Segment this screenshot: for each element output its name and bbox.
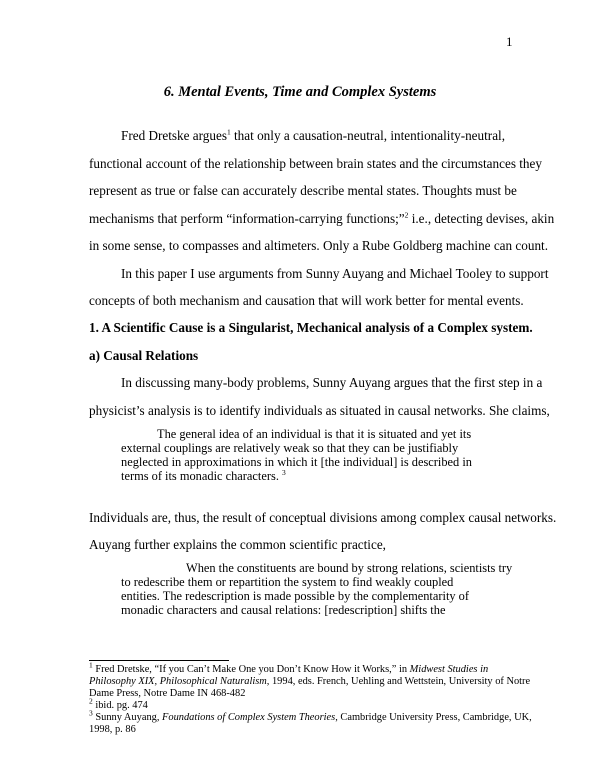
para3-line1: In discussing many-body problems, Sunny Auyang argues that the first step in a — [121, 375, 543, 390]
quote1-line2: external couplings are relatively weak so that they can be justifiably — [121, 441, 459, 455]
quote2-line4: monadic characters and causal relations: [redescription] shifts the — [121, 603, 446, 617]
para1-line4: mechanisms that perform “information-carrying functions;”$^2$ i.e., detecting devises, akin — [89, 210, 555, 226]
para4-line1: Individuals are, thus, the result of conceptual divisions among complex causal networks. — [89, 510, 557, 525]
footnote-3-line1: $^3$ Sunny Auyang, Foundations of Complex System Theories, Cambridge University Press, Cambridge, UK, — [89, 708, 532, 723]
quote2-line1: When the constituents are bound by strong relations, scientists try — [186, 561, 513, 575]
para1-line1: Fred Dretske argues$^1$ that only a causation-neutral, intentionality-neutral, — [121, 127, 506, 143]
section-heading: 1. A Scientific Cause is a Singularist, Mechanical analysis of a Complex system. — [89, 320, 533, 335]
footnote-ref-3: 3 — [282, 467, 286, 477]
footnote-ref-2: 2 — [404, 210, 409, 220]
quote1-line1: The general idea of an individual is that it is situated and yet its — [157, 427, 472, 441]
para1-line2: functional account of the relationship between brain states and the circumstances they — [89, 156, 542, 171]
subsection-heading: a) Causal Relations — [89, 348, 199, 363]
footnote-1-line2: Philosophy XIX, Philosophical Naturalism, 1994, eds. French, Uehling and Wettstein, University of Notre — [89, 676, 531, 687]
para4-line2: Auyang further explains the common scientific practice, — [89, 537, 386, 552]
footnote-3-line2: 1998, p. 86 — [89, 724, 136, 735]
footnote-1-line3: Dame Press, Notre Dame IN 468-482 — [89, 688, 246, 699]
quote2-line2: to redescribe them or repartition the system to find weakly coupled — [121, 575, 454, 589]
para1-line3: represent as true or false can accurately describe mental states. Thoughts must be — [89, 183, 517, 198]
para2-line1: In this paper I use arguments from Sunny Auyang and Michael Tooley to support — [121, 266, 549, 281]
para3-line2: physicist’s analysis is to identify individuals as situated in causal networks. She claims, — [89, 403, 550, 418]
chapter-title: 6. Mental Events, Time and Complex Systems — [163, 84, 437, 100]
quote1-line4: terms of its monadic characters. $^3$ — [121, 467, 286, 483]
footnote-divider — [89, 660, 229, 661]
footnote-ref-1: 1 — [226, 127, 231, 137]
para2-line2: concepts of both mechanism and causation that will work better for mental events. — [89, 293, 524, 308]
para1-line5: in some sense, to compasses and altimeters. Only a Rube Goldberg machine can count. — [89, 238, 549, 253]
quote2-line3: entities. The redescription is made possible by the complementarity of — [121, 589, 469, 603]
quote1-line3: neglected in approximations in which it [the individual] is described in — [121, 455, 472, 469]
footnote-2: $^2$ ibid. pg. 474 — [89, 696, 148, 711]
page-number: 1 — [506, 34, 513, 49]
footnote-1-line1: $^1$ Fred Dretske, “If you Can’t Make One you Don’t Know How it Works,” in Midwest Studies in — [89, 660, 489, 675]
